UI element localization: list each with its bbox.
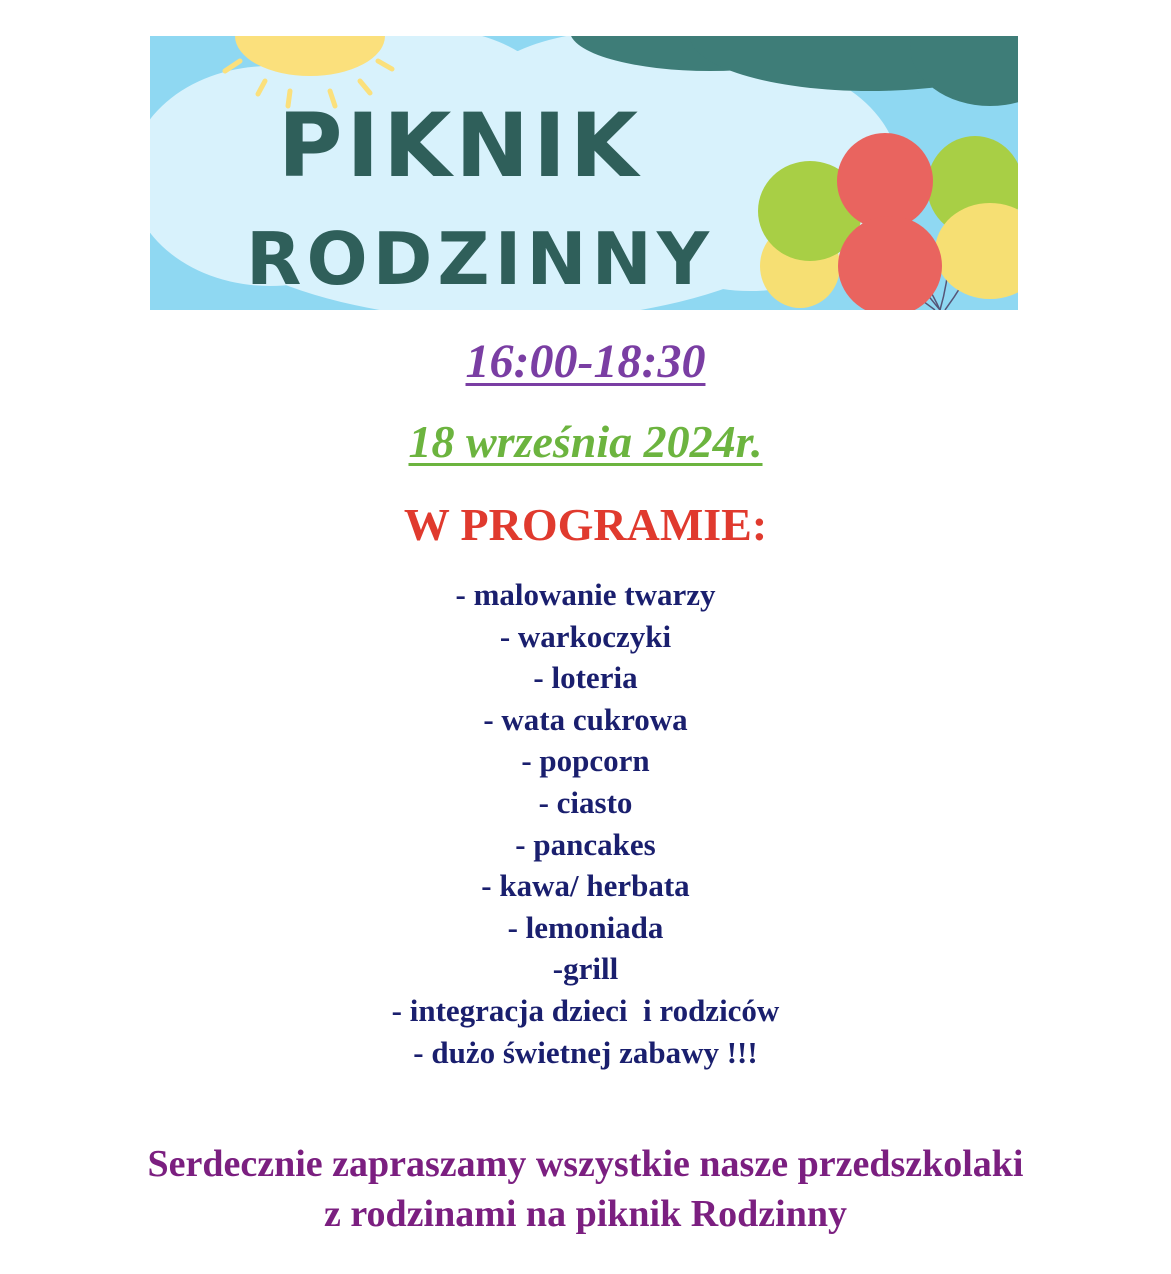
invitation-text [0,1139,1171,1239]
list-item: - loteria [533,660,638,696]
event-date: 18 września 2024r. [408,416,763,467]
list-item: - kawa/ herbata [481,868,690,904]
list-item: - lemoniada [507,909,664,945]
list-item: - integracja dzieci i rodziców [391,992,780,1028]
list-item: - pancakes [515,826,656,862]
invitation-line-1: Serdecznie zapraszamy wszystkie nasze przedszkolaki [147,1143,1024,1185]
invitation-line-2: z rodzinami na piknik Rodzinny [323,1193,847,1235]
list-item: - popcorn [521,743,650,779]
list-item: - wata cukrowa [483,701,688,737]
program-heading: W PROGRAMIE: [403,499,768,550]
banner-title-line2: RODZINNY [246,217,715,301]
event-time: 16:00-18:30 [465,335,706,388]
list-item: -grill [552,951,619,987]
program-list [0,574,1171,1073]
list-item: - warkoczyki [499,618,672,654]
list-item: - dużo świetnej zabawy !!! [413,1034,758,1070]
banner-image [150,36,1018,310]
list-item: - malowanie twarzy [455,577,716,612]
banner-title-line1: PIKNIK [278,94,643,197]
list-item: - ciasto [538,784,633,820]
